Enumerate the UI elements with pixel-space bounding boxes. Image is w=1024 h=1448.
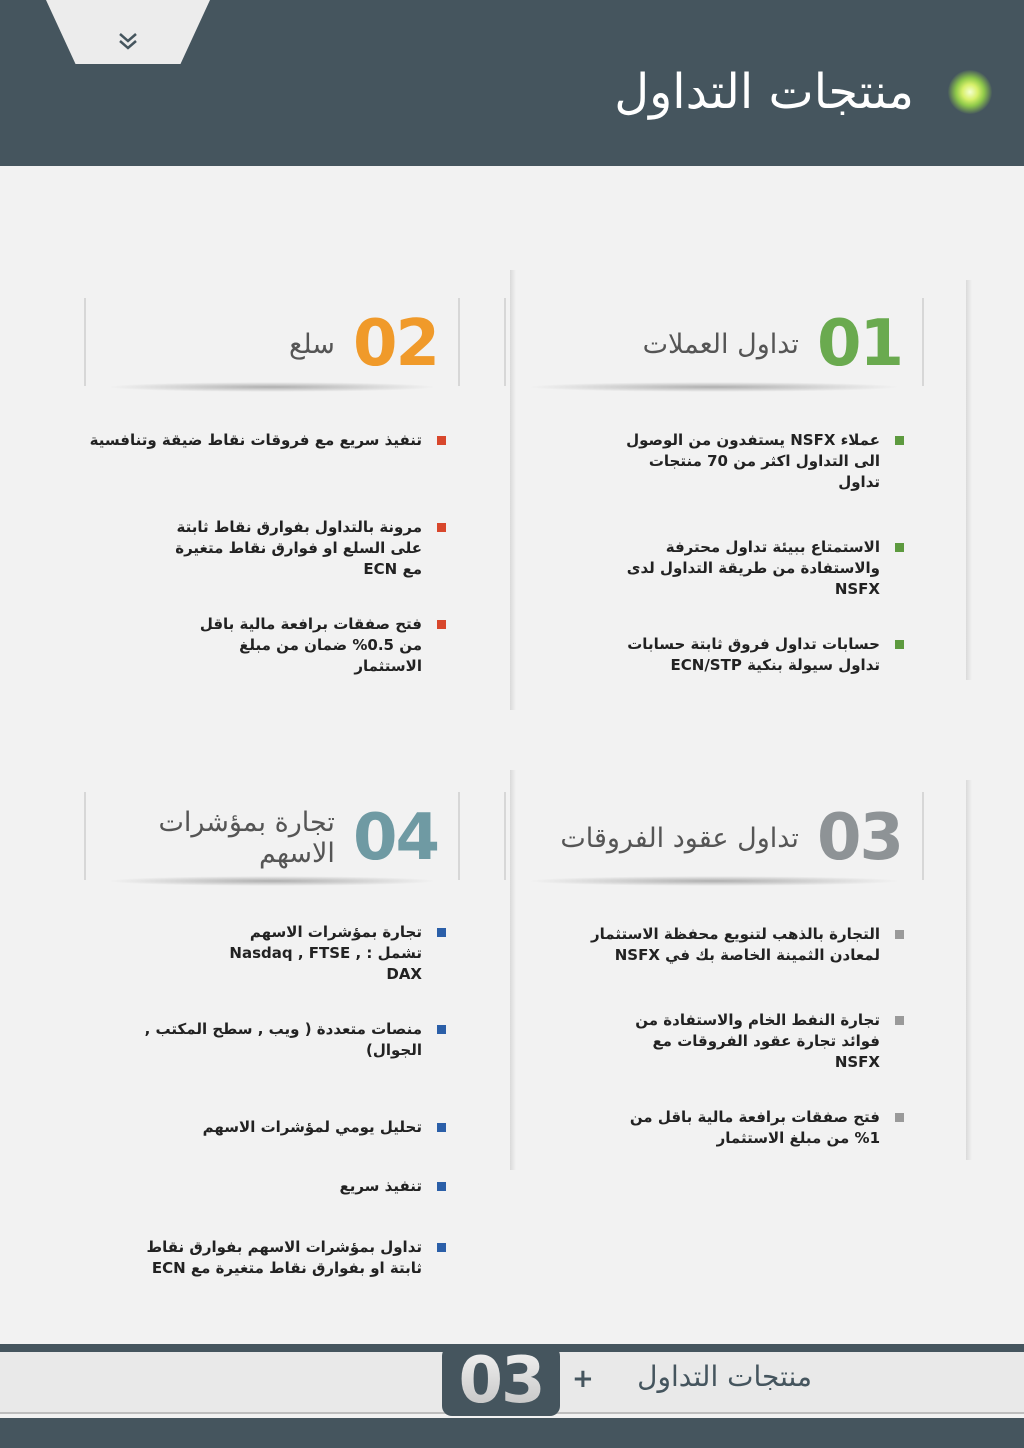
divider [966,780,972,1160]
bullet-icon [437,436,446,445]
section-number: 01 [816,307,902,381]
glow-orb-icon [948,70,992,114]
list-item: تجارة النفط الخام والاستفادة من فوائد تجارة عقود الفروقات مع NSFX [584,1010,904,1073]
section-number: 02 [352,307,438,381]
section-03-list [584,924,904,1149]
bullet-icon [437,523,446,532]
section-number: 03 [816,801,902,875]
section-heading [560,801,902,875]
section-01-list [604,430,904,676]
list-item: مرونة بالتداول بفوارق نقاط ثابتة على السلع او فوارق نقاط متغيرة مع ECN [86,517,446,580]
footer-title: منتجات التداول [637,1360,812,1393]
section-04-list [86,922,446,1279]
bullet-icon [895,640,904,649]
bullet-icon [437,1123,446,1132]
list-item: حسابات تداول فروق ثابتة حسابات تداول سيولة بنكية ECN/STP [604,634,904,676]
chevron-double-down-icon[interactable] [46,32,210,53]
section-number: 04 [352,801,438,875]
page-number: 03 [452,1346,550,1416]
page-header [0,0,1024,166]
section-heading [289,307,438,381]
collapse-tab[interactable] [46,0,210,64]
list-item: فتح صفقات برافعة مالية باقل من 1% من مبلغ الاستثمار [584,1107,904,1149]
section-title: تداول عقود الفروقات [560,822,799,854]
list-item: تنفيذ سريع مع فروقات نقاط ضيقة وتنافسية [86,430,446,451]
list-item: تنفيذ سريع [86,1176,446,1197]
section-heading [84,801,438,875]
section-title: تجارة بمؤشرات الاسهم [158,807,335,869]
bullet-icon [437,1182,446,1191]
bullet-icon [895,543,904,552]
bullet-icon [895,930,904,939]
bullet-icon [895,436,904,445]
section-title: سلع [289,328,335,360]
list-item: التجارة بالذهب لتنويع محفظة الاستثمار لمعادن الثمينة الخاصة بك في NSFX [584,924,904,966]
bullet-icon [437,1025,446,1034]
bullet-icon [437,1243,446,1252]
list-item: فتح صفقات برافعة مالية باقل من 0.5% ضمان من مبلغ الاستثمار [86,614,446,677]
bullet-icon [895,1016,904,1025]
list-item: تداول بمؤشرات الاسهم بفوارق نقاط ثابتة او بفوارق نقاط متغيرة مع ECN [86,1237,446,1279]
list-item: تجارة بمؤشرات الاسهم تشمل : Nasdaq , FTSE , DAX [86,922,446,985]
section-heading [642,307,902,381]
list-item: منصات متعددة ( ويب , سطح المكتب , الجوال) [86,1019,446,1061]
list-item: الاستمتاع ببيئة تداول محترفة والاستفادة من طريقة التداول لدى NSFX [604,537,904,600]
list-item: تحليل يومي لمؤشرات الاسهم [86,1117,446,1138]
bullet-icon [437,620,446,629]
list-item: عملاء NSFX يستفدون من الوصول الى التداول اكثر من 70 منتجات تداول [604,430,904,493]
page-title: منتجات التداول [614,64,914,120]
bullet-icon [895,1113,904,1122]
section-title: تداول العملات [642,328,799,360]
footer-bar-bottom [0,1418,1024,1448]
footer-plus: + [572,1364,594,1394]
bullet-icon [437,928,446,937]
section-02-list [86,430,446,677]
divider [966,280,972,680]
